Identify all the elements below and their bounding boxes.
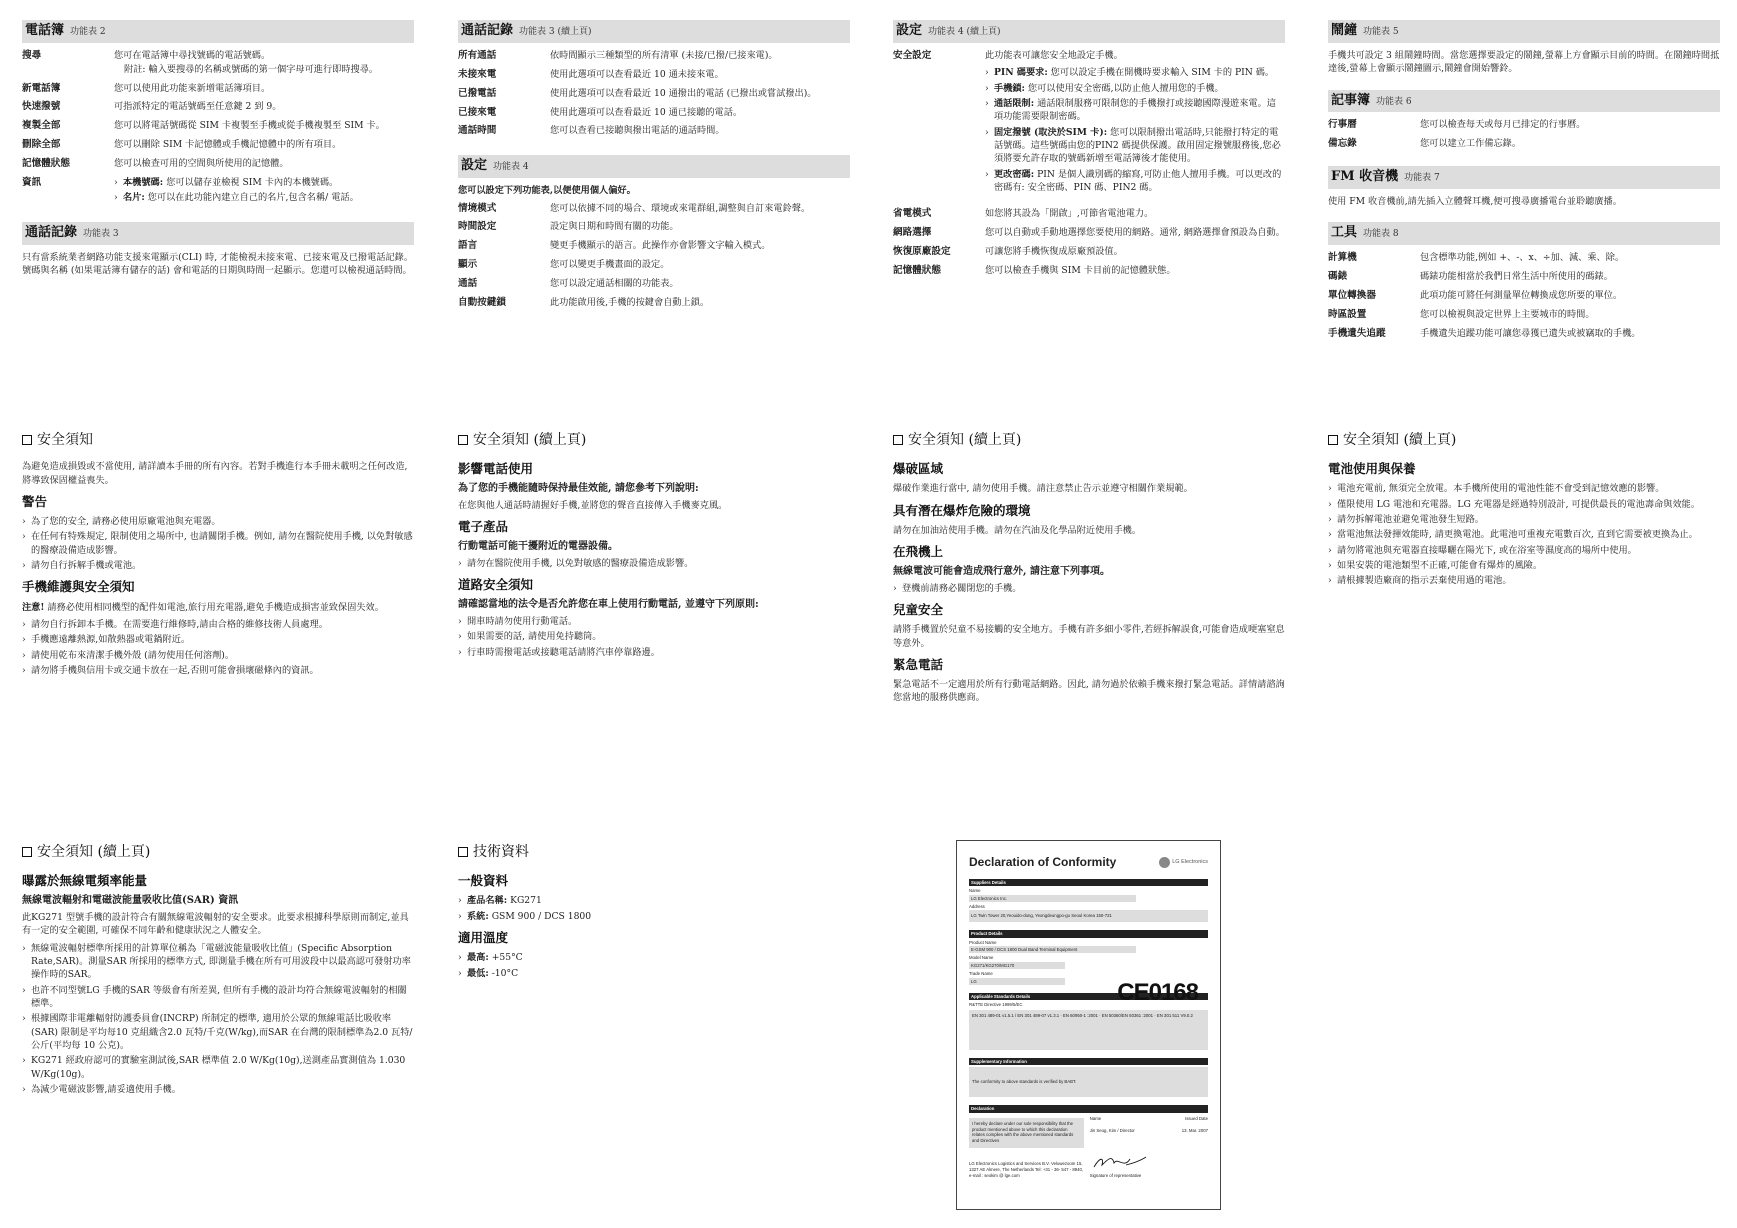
settings-row: 恢復原廠設定 可讓您將手機恢復成原廠預設值。: [893, 246, 1123, 258]
calllog2-header: 通話記錄 功能表 3 (續上頁): [458, 20, 850, 43]
tools-row: 碼錶 碼錶功能相當於我們日常生活中所使用的碼錶。: [1328, 271, 1613, 283]
list-item: › 請勿自行拆解手機或電池。: [22, 559, 414, 572]
list-item: › 系統: GSM 900 / DCS 1800: [458, 910, 850, 923]
settings-intro: 您可以設定下列功能表,以便使用個人偏好。: [458, 185, 636, 197]
list-item: › 請根據製造廠商的指示丟棄使用過的電池。: [1328, 574, 1720, 587]
settings-row: 自動按鍵鎖 此功能啟用後,手機的按鍵會自動上鎖。: [458, 297, 710, 309]
list-item: › 如果需要的話, 請使用免持聽筒。: [458, 630, 850, 643]
settings-row: 時間設定 設定與日期和時間有關的功能。: [458, 221, 679, 233]
list-item: › 也許不同型號LG 手機的SAR 等級會有所差異, 但所有手機的設計均符合無線電波輻射的相關標準。: [22, 984, 414, 1011]
list-item: › 行車時需撥電話或接聽電話請將汽車停靠路邊。: [458, 646, 850, 659]
list-item: › 更改密碼: PIN 是個人識別碼的縮寫,可防止他人擅用手機。可以更改的密碼有: 安全密碼、PIN 碼、PIN2 碼。: [985, 168, 1285, 195]
settings-header: 設定 功能表 4: [458, 155, 850, 178]
checkbox-icon: [1328, 435, 1338, 445]
tools-header: 工具 功能表 8: [1328, 222, 1720, 245]
safety-section-4: 安全須知 (續上頁) 電池使用與保養 › 電池充電前, 無須完全放電。本手機所使用的電池性能不會受到記憶效應的影響。 › 僅限使用 LG 電池和充電器。LG 充電器是經過特別設計, 可提供最長的電池壽命與效能。 › 請勿拆解電池並避免電池發生短路。 › 當電池無法發揮效能時, 請更換電池。此電池可重複充電數百次, 直到它需要被更換為止。 › 請勿將電池與充電器直接曝曬在陽光下, 或在浴室等濕度高的場所中使用。 › 如果安裝的電池類型不正確,可能會有爆炸的風險。 › 請根據製造廠商的指示丟棄使用過的電池。: [1328, 430, 1720, 590]
checkbox-icon: [22, 435, 32, 445]
list-item: › 請勿將電池與充電器直接曝曬在陽光下, 或在浴室等濕度高的場所中使用。: [1328, 544, 1720, 557]
section-title: 安全須知 (續上頁): [22, 842, 414, 862]
list-item: › 請勿在醫院使用手機, 以免對敏感的醫療設備造成影響。: [458, 557, 850, 570]
section-title: 技術資料: [458, 842, 850, 862]
list-item: › 產品名稱: KG271: [458, 894, 850, 907]
tech-section: 技術資料 一般資料 › 產品名稱: KG271 › 系統: GSM 900 / DCS 1800 適用溫度 › 最高: +55°C › 最低: -10°C: [458, 842, 850, 982]
list-item: › 請勿將手機與信用卡或交通卡放在一起,否則可能會損壞磁條內的資訊。: [22, 664, 414, 677]
safety-section-2: 安全須知 (續上頁) 影響電話使用 為了您的手機能隨時保持最佳效能, 請您參考下列說明: 在您與他人通話時請握好手機,並將您的聲音直接傳入手機麥克風。 電子產品 行動電話可能干擾附近的電器設備。 › 請勿在醫院使用手機, 以免對敏感的醫療設備造成影響。 道路安全須知 請確認當地的法令是否允許您在車上使用行動電話, 並遵守下列原則: › 開車時請勿使用行動電話。 › 如果需要的話, 請使用免持聽筒。 › 行車時需撥電話或接聽電話請將汽車停靠路邊。: [458, 430, 850, 661]
phonebook-row: 記憶體狀態 您可以檢查可用的空間與所使用的記憶體。: [22, 158, 289, 170]
list-item: › 通話限制: 通話限制服務可限制您的手機撥打或接聽國際漫遊來電。這項功能需要限制密碼。: [985, 97, 1285, 124]
checkbox-icon: [458, 435, 468, 445]
settings-row: 情境模式 您可以依據不同的場合、環境或來電群組,調整與自訂來電鈴聲。: [458, 202, 811, 214]
signature-icon: [1090, 1153, 1150, 1171]
settings-continued-section: [893, 20, 1285, 283]
settings-row: 顯示 您可以變更手機畫面的設定。: [458, 259, 670, 271]
section-title: 安全須知 (續上頁): [458, 430, 850, 450]
organiser-row: 行事曆 您可以檢查每天或每月已排定的行事曆。: [1328, 119, 1586, 131]
calllog-row: 已撥電話 使用此選項可以查看最近 10 通撥出的電話 (已撥出或嘗試撥出)。: [458, 87, 817, 99]
calllog-row: 未接來電 使用此選項可以查看最近 10 通未接來電。: [458, 68, 724, 80]
settings-row: 語言 變更手機顯示的語言。此操作亦會影響文字輸入模式。: [458, 240, 771, 252]
lg-logo-icon: [1159, 857, 1170, 868]
list-item: › KG271 經政府認可的實驗室測試後,SAR 標準值 2.0 W/Kg(10g),送測產品實測值為 1.030 W/Kg(10g)。: [22, 1054, 414, 1081]
tools-row: 單位轉換器 此項功能可將任何測量單位轉換成您所要的單位。: [1328, 290, 1623, 302]
phonebook-section: [22, 20, 414, 281]
checkbox-icon: [893, 435, 903, 445]
list-item: › 請勿自行拆卸本手機。在需要進行維修時,請由合格的維修技術人員處理。: [22, 618, 414, 631]
calllog-row: 通話時間 您可以查看已接聽與撥出電話的通話時間。: [458, 125, 725, 137]
safety-section-1: 安全須知 為避免造成損毀或不當使用, 請詳讀本手冊的所有內容。若對手機進行本手冊未載明之任何改造, 將導致保固權益喪失。 警告 › 為了您的安全, 請務必使用原廠電池與充電器。 › 在任何有特殊規定, 限制使用之場所中, 也請關閉手機。例如, 請勿在醫院使用手機, 以免對敏感的醫療設備造成影響。 › 請勿自行拆解手機或電池。 手機維護與安全須知 注意! 請務必使用相同機型的配件如電池,旅行用充電器,避免手機造成損害並致保固失效。 › 請勿自行拆卸本手機。在需要進行維修時,請由合格的維修技術人員處理。 › 手機應遠離熱源,如散熱器或電鍋附近。 › 請使用乾布來清潔手機外殼 (請勿使用任何溶劑)。 › 請勿將手機與信用卡或交通卡放在一起,否則可能會損壞磁條內的資訊。: [22, 430, 414, 679]
checkbox-icon: [22, 847, 32, 857]
doc-title: Declaration of Conformity: [969, 855, 1117, 869]
list-item: › 最高: +55°C: [458, 951, 850, 964]
settings-row: 通話 您可以設定通話相關的功能表。: [458, 278, 679, 290]
settings-row: 省電模式 如您將其設為「開啟」,可節省電池電力。: [893, 208, 1154, 220]
phonebook-row: 新電話簿 您可以使用此功能來新增電話簿項目。: [22, 82, 271, 94]
alarm-header: 鬧鐘 功能表 5: [1328, 20, 1720, 43]
section-title: 安全須知 (續上頁): [1328, 430, 1720, 450]
declaration-of-conformity: Declaration of Conformity LG Electronics Suppliers Details Name LG Electronics Inc. Address LG Twin Tower 20,Yeouido-dong, Yeongdeungpo-gu Seoul Korea 150-721 Product Details Product Name E-GSM 900 / DCS 1800 Dual Band Terminal Equipment Model Name KG271/KG270/MG170 Trade Name LG CE0168 Applicable Standards Details R&TTE Directive 1999/5/EC EN 301 489-01 v1.5.1 / EN 301 489-07 v1.3.1 · EN 60950-1 :2001 · EN 50360/EN 50361 :2001 · EN 301 511 V9.0.2 Supplementary Information The conformity to above standards is verified by BABT. Declaration I hereby declare under our sole responsibility that the product mentioned above to which this declaration relates complies with the above mentioned standards and Directives Name Issued Date Jin Seog, Kim / Director 13. Mar. 2007 LG Electronics Logistics and Services B.V. Veluwezoom 15, 1327 AE Almere, The Netherlands Tel: +31 - 36- 547 - 8940, e-mail : seokim @ lge.com Signature of representative: [956, 840, 1221, 1210]
list-item: › 開車時請勿使用行動電話。: [458, 615, 850, 628]
tools-row: 計算機 包含標準功能,例如 +、-、x、÷加、減、乘、除。: [1328, 252, 1625, 264]
section-title: 安全須知 (續上頁): [893, 430, 1285, 450]
list-item: › 手機應遠離熱源,如散熱器或電鍋附近。: [22, 633, 414, 646]
phonebook-row: 搜尋 您可在電話簿中尋找號碼的電話號碼。 附註: 輸入要搜尋的名稱或號碼的第一個字母可進行即時搜尋。: [22, 49, 379, 76]
settings-row: 網路選擇 您可以自動或手動地選擇您要使用的網路。通常, 網路選擇會預設為自動。: [893, 227, 1285, 239]
phonebook-info-row: 資訊 › 本機號碼: 您可以儲存並檢視 SIM 卡內的本機號碼。 › 名片: 您可以在此功能內建立自己的名片,包含名稱/ 電話。: [22, 176, 414, 207]
list-item: › 為減少電磁波影響,請妥適使用手機。: [22, 1083, 414, 1096]
tools-row: 手機遺失追蹤 手機遺失追蹤功能可讓您尋獲已遺失或被竊取的手機。: [1328, 327, 1641, 339]
list-item: › 如果安裝的電池類型不正確,可能會有爆炸的風險。: [1328, 559, 1720, 572]
list-item: › 在任何有特殊規定, 限制使用之場所中, 也請關閉手機。例如, 請勿在醫院使用手機, 以免對敏感的醫療設備造成影響。: [22, 530, 414, 557]
list-item: › 電池充電前, 無須完全放電。本手機所使用的電池性能不會受到記憶效應的影響。: [1328, 482, 1720, 495]
calllog-continued-section: [458, 20, 850, 315]
organiser-header: 記事簿 功能表 6: [1328, 90, 1720, 113]
checkbox-icon: [458, 847, 468, 857]
calllog-header: 通話記錄 功能表 3: [22, 222, 414, 245]
ce-mark: CE0168: [1117, 979, 1198, 1006]
alarm-tools-section: 鬧鐘 功能表 5 手機共可設定 3 組鬧鐘時間。當您選擇要設定的鬧鐘,螢幕上方會顯示目前的時間。在鬧鐘時間抵達後,螢幕上會顯示鬧鐘圖示,鬧鐘會開始響鈴。 記事簿 功能表 6 行事曆 您可以檢查每天或每月已排定的行事曆。 備忘錄 您可以建立工作備忘錄。 FM 收音機 功能表 7 使用 FM 收音機前,請先插入立體聲耳機,便可搜尋廣播電台並聆聽廣播。 工具 功能表 8 計算機 包含標準功能,例如 +、-、x、÷加、減、乘、除。 碼錶 碼錶功能相當於我們日常生活中所使用的碼錶。 單位轉換器 此項功能可將任何測量單位轉換成您所要的單位。 時區設置 您可以檢視與設定世界上主要城市的時間。 手機遺失追蹤 手機遺失追蹤功能可讓您尋獲已遺失或被竊取的手機。: [1328, 20, 1720, 346]
list-item: › 名片: 您可以在此功能內建立自己的名片,包含名稱/ 電話。: [114, 191, 414, 204]
settings2-header: 設定 功能表 4 (續上頁): [893, 20, 1285, 43]
list-item: › 為了您的安全, 請務必使用原廠電池與充電器。: [22, 515, 414, 528]
list-item: › 請使用乾布來清潔手機外殼 (請勿使用任何溶劑)。: [22, 649, 414, 662]
phonebook-row: 快速撥號 可指派特定的電話號碼至任意鍵 2 到 9。: [22, 101, 282, 113]
calllog-text: 只有當系統業者網路功能支援來電顯示(CLI) 時, 才能檢視未接來電、已接來電及已撥電話記錄。號碼與名稱 (如果電話簿有儲存的話) 會和電話的日期與時間一起顯示。您還可以檢視通話時間。: [22, 251, 414, 276]
phonebook-row: 複製全部 您可以將電話號碼從 SIM 卡複製至手機或從手機複製至 SIM 卡。: [22, 120, 385, 132]
section-title: 安全須知: [22, 430, 414, 450]
calllog-row: 所有通話 依時間顯示三種類型的所有清單 (未接/已撥/已接來電)。: [458, 49, 778, 61]
list-item: › 登機前請務必關閉您的手機。: [893, 582, 1285, 595]
safety-section-5: 安全須知 (續上頁) 曝露於無線電頻率能量 無線電波輻射和電磁波能量吸收比值(SAR) 資訊 此KG271 型號手機的設計符合有關無線電波輻射的安全要求。此要求根據科學原則而制定,並具有一定的安全範圍, 可確保不同年齡和健康狀況之人體安全。 › 無線電波輻射標準所採用的計算單位稱為「電磁波能量吸收比值」(Specific Absorption Rate,SAR)。測量SAR 所採用的標準方式, 即測量手機在所有可用波段中以最高認可發射功率操作時的SAR。 › 也許不同型號LG 手機的SAR 等級會有所差異, 但所有手機的設計均符合無線電波輻射的相關標準。 › 根據國際非電離輻射防護委員會(INCRP) 所制定的標準, 適用於公眾的無線電話比吸收率(SAR) 限制是平均每10 克組織含2.0 瓦特/千克(W/kg),而SAR 在台灣的限制標準為2.0 瓦特/公斤(平均每 10 公克)。 › KG271 經政府認可的實驗室測試後,SAR 標準值 2.0 W/Kg(10g),送測產品實測值為 1.030 W/Kg(10g)。 › 為減少電磁波影響,請妥適使用手機。: [22, 842, 414, 1098]
list-item: › 當電池無法發揮效能時, 請更換電池。此電池可重複充電數百次, 直到它需要被更換為止。: [1328, 528, 1720, 541]
fm-header: FM 收音機 功能表 7: [1328, 166, 1720, 189]
list-item: › PIN 碼要求: 您可以設定手機在開機時要求輸入 SIM 卡的 PIN 碼。: [985, 66, 1285, 79]
safety-section-3: 安全須知 (續上頁) 爆破區域 爆破作業進行當中, 請勿使用手機。請注意禁止告示並遵守相關作業規範。 具有潛在爆炸危險的環境 請勿在加油站使用手機。請勿在汽油及化學品附近使用手機。 在飛機上 無線電波可能會造成飛行意外, 請注意下列事項。 › 登機前請務必關閉您的手機。 兒童安全 請將手機置於兒童不易接觸的安全地方。手機有許多細小零件,若經拆解誤食,可能會造成哽塞窒息等意外。 緊急電話 緊急電話不一定適用於所有行動電話網路。因此, 請勿過於依賴手機來撥打緊急電話。詳情請諮詢您當地的服務供應商。: [893, 430, 1285, 709]
list-item: › 無線電波輻射標準所採用的計算單位稱為「電磁波能量吸收比值」(Specific Absorption Rate,SAR)。測量SAR 所採用的標準方式, 即測量手機在所有可用波段中以最高認可發射功率操作時的SAR。: [22, 942, 414, 982]
list-item: › 請勿拆解電池並避免電池發生短路。: [1328, 513, 1720, 526]
organiser-row: 備忘錄 您可以建立工作備忘錄。: [1328, 138, 1522, 150]
phonebook-row: 刪除全部 您可以刪除 SIM 卡記憶體或手機記憶體中的所有項目。: [22, 139, 342, 151]
list-item: › 本機號碼: 您可以儲存並檢視 SIM 卡內的本機號碼。: [114, 176, 414, 189]
list-item: › 固定撥號 (取決於SIM 卡): 您可以限制撥出電話時,只能撥打特定的電話號碼。這些號碼由您的PIN2 碼提供保護。啟用固定撥號服務後,您必須將要允許存取的號碼新增至電話簿後才能使用。: [985, 126, 1285, 166]
phonebook-header: 電話簿 功能表 2: [22, 20, 414, 43]
settings-row: 記憶體狀態 您可以檢查手機與 SIM 卡目前的記憶體狀態。: [893, 265, 1176, 276]
calllog-row: 已接來電 使用此選項可以查看最近 10 通已接聽的電話。: [458, 106, 743, 118]
list-item: › 最低: -10°C: [458, 967, 850, 980]
list-item: › 根據國際非電離輻射防護委員會(INCRP) 所制定的標準, 適用於公眾的無線電話比吸收率(SAR) 限制是平均每10 克組織含2.0 瓦特/千克(W/kg),而SAR 在台灣的限制標準為2.0 瓦特/公斤(平均每 10 公克)。: [22, 1012, 414, 1052]
lg-logo: LG Electronics: [1159, 857, 1208, 868]
security-row: 安全設定 此功能表可讓您安全地設定手機。 › PIN 碼要求: 您可以設定手機在開機時要求輸入 SIM 卡的 PIN 碼。 › 手機鎖: 您可以使用安全密碼,以防止他人擅用您的手機。 › 通話限制: 通話限制服務可限制您的手機撥打或接聽國際漫遊來電。這項功能需要限制密碼。 › 固定撥號 (取決於SIM 卡): 您可以限制撥出電話時,只能撥打特定的電話號碼。這些號碼由您的PIN2 碼提供保護。啟用固定撥號服務後,您必須將要允許存取的號碼新增至電話簿後才能使用。 › 更改密碼: PIN 是個人識別碼的縮寫,可防止他人擅用手機。可以更改的密碼有: 安全密碼、PIN 碼、PIN2 碼。: [893, 49, 1285, 196]
list-item: › 僅限使用 LG 電池和充電器。LG 充電器是經過特別設計, 可提供最長的電池壽命與效能。: [1328, 498, 1720, 511]
tools-row: 時區設置 您可以檢視與設定世界上主要城市的時間。: [1328, 308, 1595, 320]
list-item: › 手機鎖: 您可以使用安全密碼,以防止他人擅用您的手機。: [985, 82, 1285, 95]
